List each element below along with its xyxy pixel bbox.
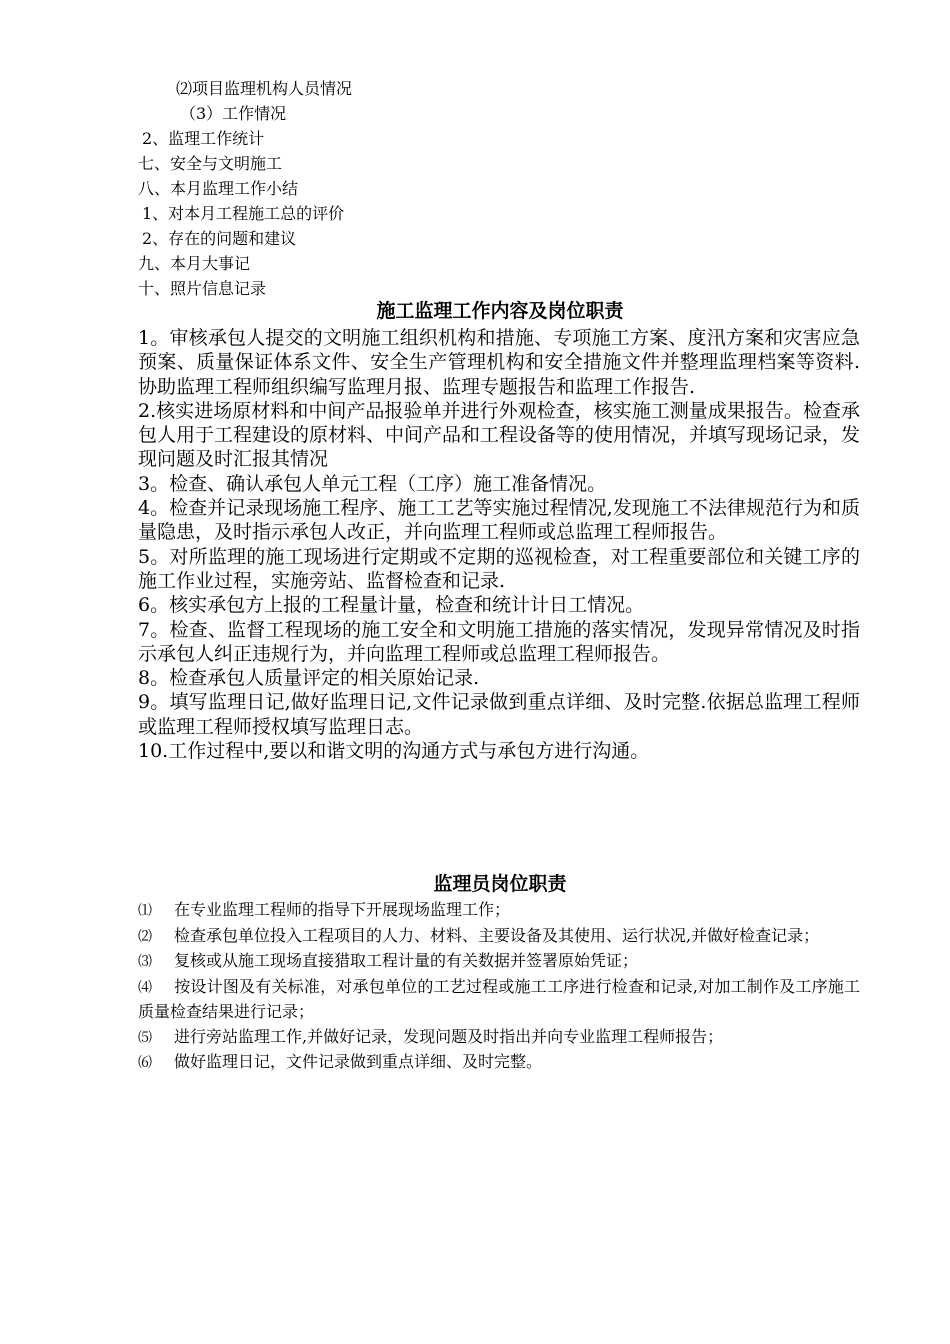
duty-item: 7。检查、监督工程现场的施工安全和文明施工措施的落实情况，发现异常情况及时指示承包人纠正违规行为，并向监理工程师或总监理工程师报告。: [138, 618, 860, 665]
duty-item: 9。填写监理日记,做好监理日记,文件记录做到重点详细、及时完整.依据总监理工程师或监理工程师授权填写监理日志。: [138, 691, 860, 738]
duty-list: [138, 326, 860, 763]
outline-item: 九、本月大事记: [138, 254, 251, 273]
role-text: 复核或从施工现场直接猎取工程计量的有关数据并签署原始凭证；: [174, 951, 639, 970]
outline-item: 八、本月监理工作小结: [138, 179, 299, 198]
outline-item: 1、对本月工程施工总的评价: [142, 204, 345, 223]
duty-item: 5。对所监理的施工现场进行定期或不定期的巡视检查，对工程重要部位和关键工序的施工作业过程，实施旁站、监督检查和记录.: [138, 545, 860, 592]
outline-item: 2、存在的问题和建议: [142, 229, 297, 248]
role-text: 检查承包单位投入工程项目的人力、材料、主要设备及其使用、运行状况,并做好检查记录；: [174, 925, 820, 945]
role-item: [138, 975, 860, 1025]
outline-list: [0, 76, 950, 301]
role-text: 按设计图及有关标准，对承包单位的工艺过程或施工工序进行检查和记录,对加工制作及工序施工质量检查结果进行记录；: [138, 976, 860, 1021]
role-number: ⑸: [138, 1029, 152, 1046]
role-item: [138, 949, 860, 975]
role-text: 在专业监理工程师的指导下开展现场监理工作；: [174, 900, 511, 919]
section-heading: 监理员岗位职责: [433, 873, 567, 895]
outline-item: ⑵项目监理机构人员情况: [176, 79, 353, 98]
section-heading: 施工监理工作内容及岗位职责: [376, 300, 624, 322]
outline-item: 2、监理工作统计: [142, 129, 265, 148]
role-list: [138, 898, 860, 1076]
outline-item: 十、照片信息记录: [138, 279, 267, 298]
duty-item: 10.工作过程中,要以和谐文明的沟通方式与承包方进行沟通。: [138, 740, 650, 763]
role-number: ⑹: [138, 1055, 152, 1071]
role-item: [138, 924, 860, 950]
role-item: [138, 898, 860, 924]
duty-item: 4。检查并记录现场施工程序、施工工艺等实施过程情况,发现施工不法律规范行为和质量隐患，及时指示承包人改正，并向监理工程师或总监理工程师报告。: [138, 497, 860, 544]
duty-item: 3。检查、确认承包人单元工程（工序）施工准备情况。: [138, 472, 607, 495]
role-item: [138, 1025, 860, 1051]
role-number: ⑶: [138, 954, 152, 970]
duty-item: 8。检查承包人质量评定的相关原始记录.: [138, 667, 480, 690]
role-number: ⑵: [138, 928, 152, 945]
role-number: ⑴: [138, 903, 152, 919]
role-text: 进行旁站监理工作,并做好记录，发现问题及时指出并向专业监理工程师报告；: [174, 1026, 724, 1046]
role-item: [138, 1050, 860, 1076]
outline-item: 七、安全与文明施工: [138, 154, 283, 173]
duty-item: 6。核实承包方上报的工程量计量，检查和统计计日工情况。: [138, 594, 645, 617]
outline-item: （3）工作情况: [180, 104, 287, 123]
role-text: 做好监理日记，文件记录做到重点详细、及时完整。: [174, 1052, 543, 1071]
duty-item: 2.核实进场原材料和中间产品报验单并进行外观检查，核实施工测量成果报告。检查承包人用于工程建设的原材料、中间产品和工程设备等的使用情况，并填写现场记录，发现问题及时汇报其情况: [138, 399, 861, 471]
role-number: ⑷: [138, 979, 152, 996]
duty-item: 1。审核承包人提交的文明施工组织机构和措施、专项施工方案、度汛方案和灾害应急预案、质量保证体系文件、安全生产管理机构和安全措施文件并整理监理档案等资料.协助监理工程师组织编写监理月报、监理专题报告和监理工作报告.: [138, 327, 860, 398]
